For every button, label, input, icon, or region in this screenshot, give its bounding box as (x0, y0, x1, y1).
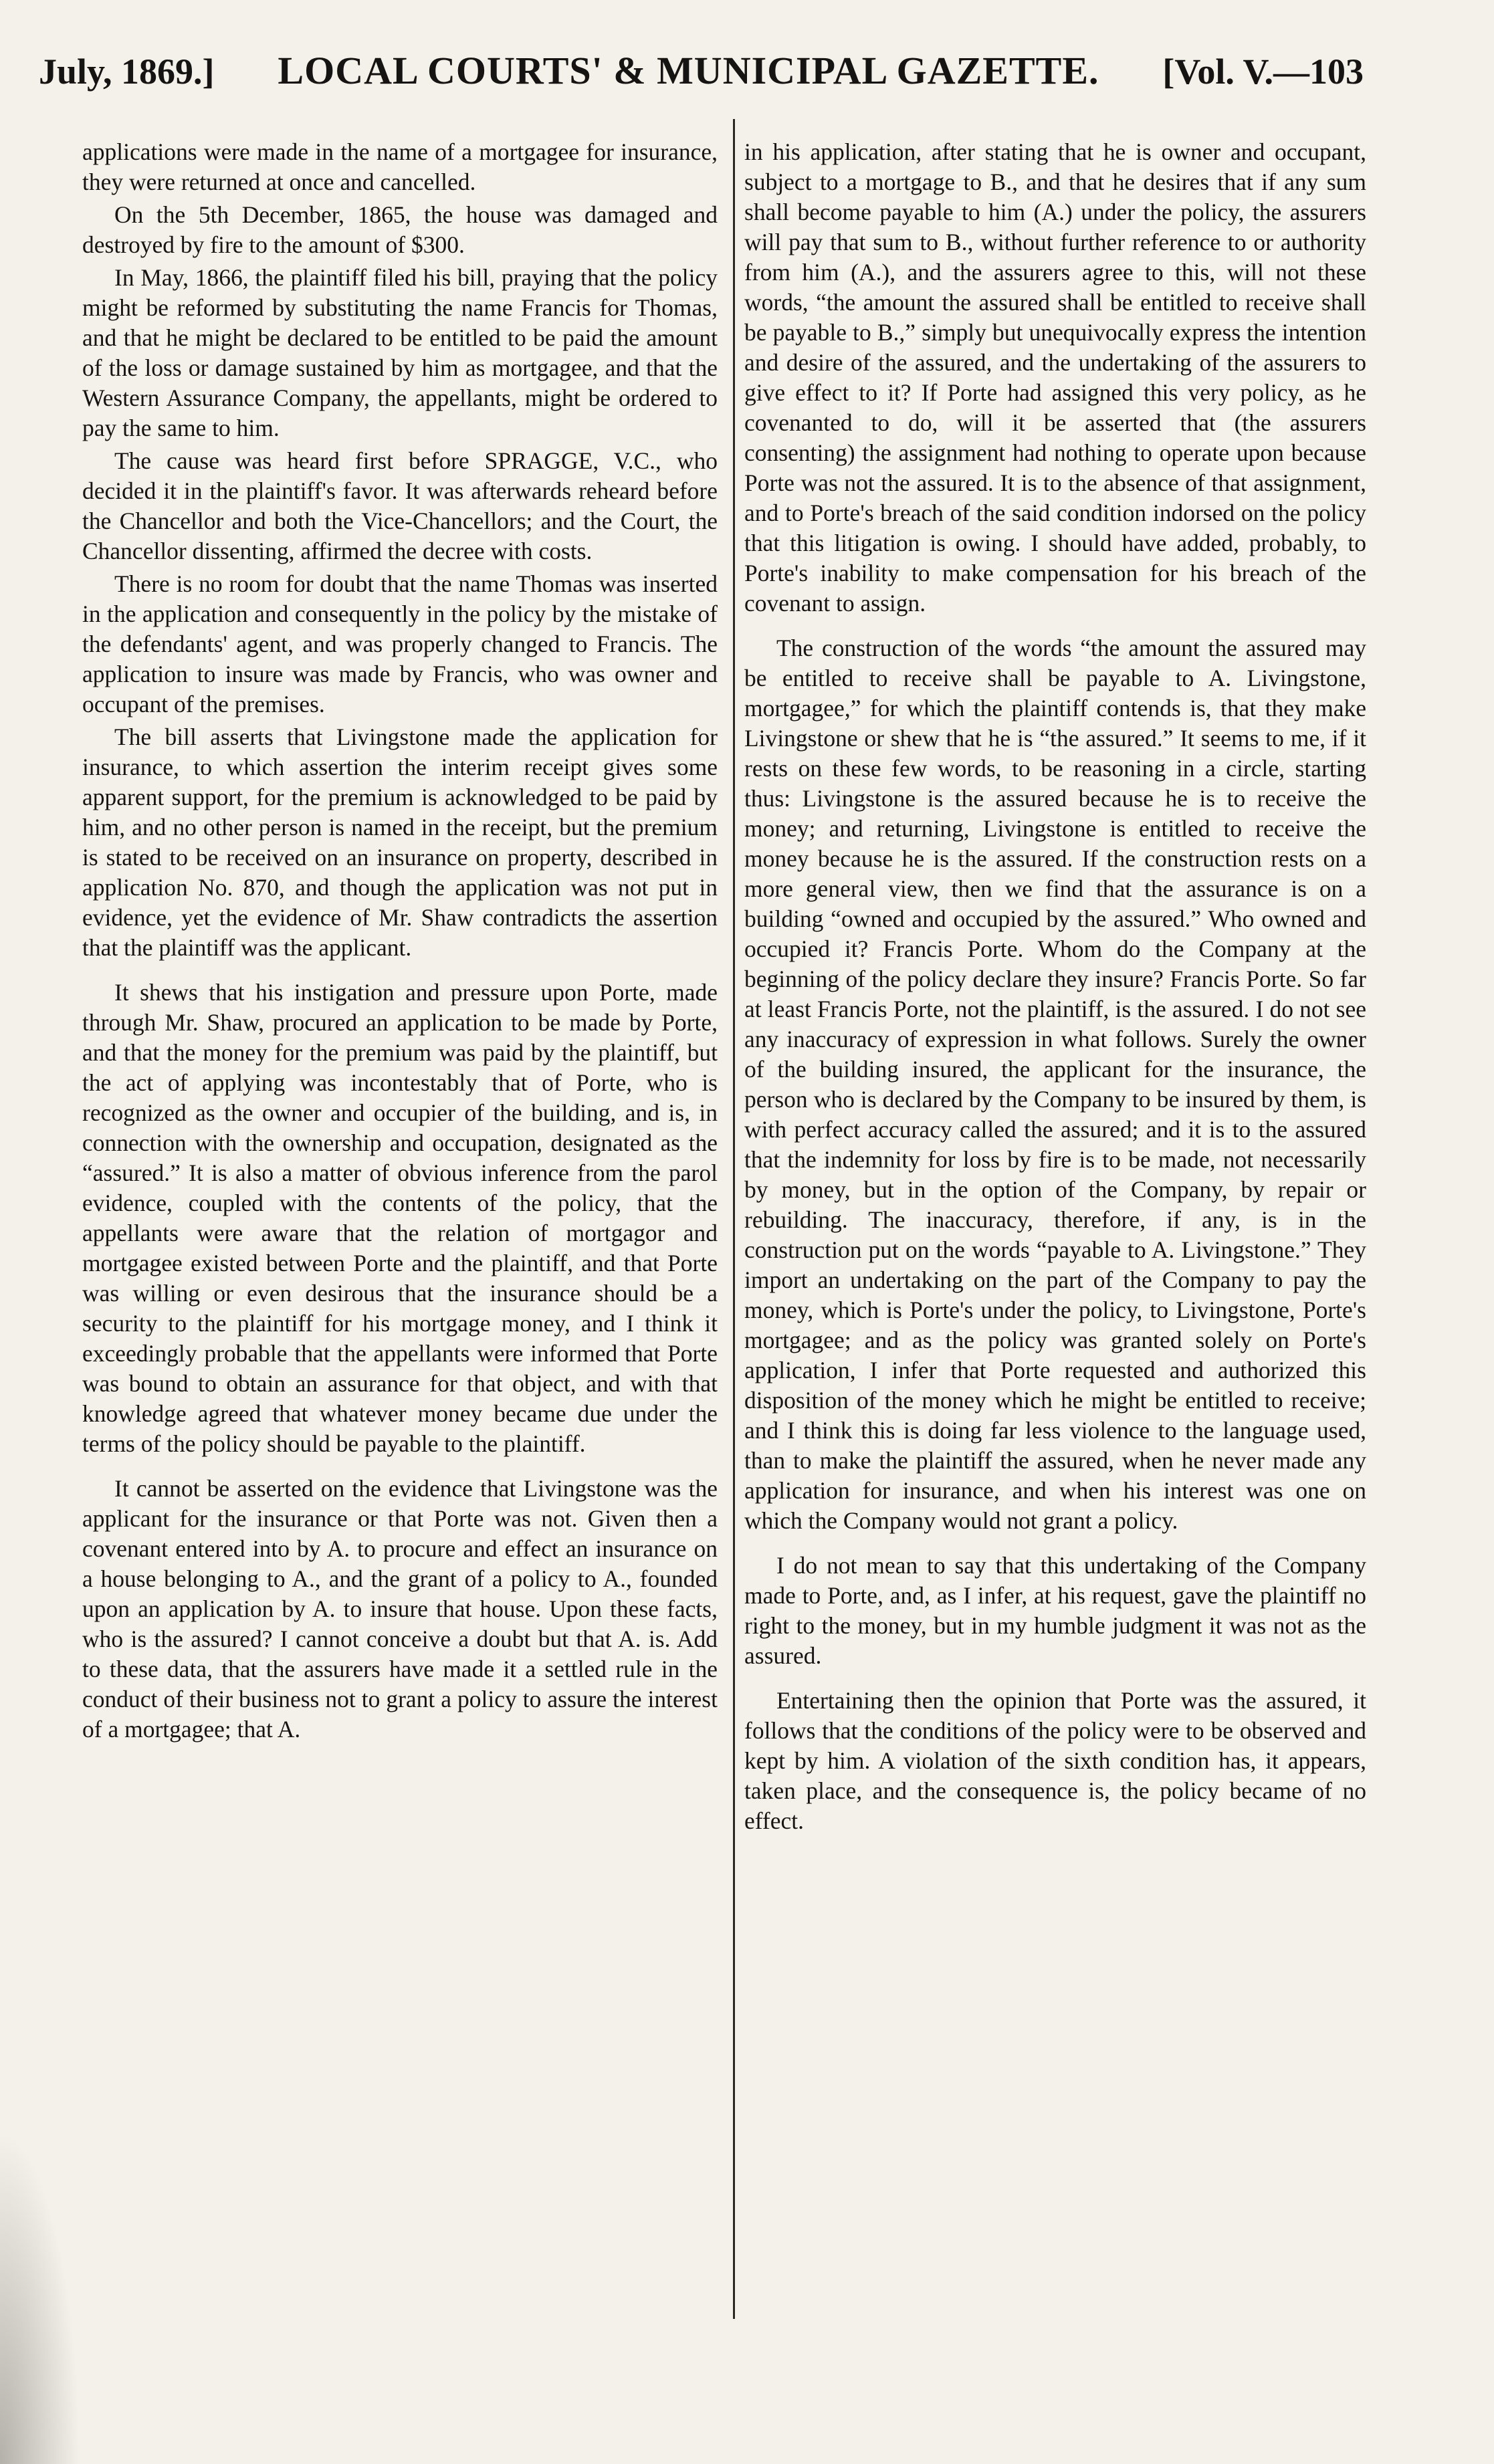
paragraph: There is no room for doubt that the name Thomas was inserted in the application and consequently in the policy by the mistake of the defendants' agent, and was properly changed to Francis. The application to insure was made by Francis, who was owner and occupant of the premises. (82, 570, 718, 717)
paragraph: It cannot be asserted on the evidence that Livingstone was the applicant for the insurance or that Porte was not. Given then a covenant entered into by A. to procure and effect an insurance on a house belonging to A., and the grant of a policy to A., founded upon an application by A. to insure that house. Upon these facts, who is the assured? I cannot conceive a doubt but that A. is. Add to these data, that the assurers have made it a settled rule in the conduct of their business not to grant a policy to assure the interest of a mortgagee; that A. (82, 1475, 718, 1743)
paragraph: On the 5th December, 1865, the house was damaged and destroyed by fire to the amount of $300. (82, 201, 718, 258)
issue-date: July, 1869.] (39, 51, 215, 92)
paragraph: The bill asserts that Livingstone made the application for insurance, to which assertion the interim receipt gives some apparent support, for the premium is acknowledged to be paid by him, and no other person is named in the receipt, but the premium is stated to be received on an insurance on property, described in application No. 870, and though the application was not put in evidence, yet the evidence of Mr. Shaw contradicts the assertion that the plaintiff was the applicant. (82, 723, 718, 961)
volume-page-number: [Vol. V.—103 (1162, 51, 1364, 92)
paragraph: The cause was heard first before SPRAGGE, V.C., who decided it in the plaintiff's favor. It was afterwards reheard before the Chancellor and both the Vice-Chancellors; and the Court, the Chancellor dissenting, affirmed the decree with costs. (82, 447, 718, 564)
column-divider (733, 119, 735, 2319)
paragraph: in his application, after stating that he is owner and occupant, subject to a mortgage to B., and that he desires that if any sum shall become payable to him (A.) under the policy, the assurers will pay that sum to B., without further reference to or authority from him (A.), and the assurers agree to this, will not these words, “the amount the assured shall be entitled to receive shall be payable to B.,” simply but unequivocally express the intention and desire of the assured, and the undertaking of the assurers to give effect to it? If Porte had assigned this very policy, as he covenanted to do, will it be asserted that (the assurers consenting) the assignment had nothing to operate upon because Porte was not the assured. It is to the absence of that assignment, and to Porte's breach of the said condition indorsed on the policy that this litigation is owing. I should have added, probably, to Porte's inability to make compensation for his breach of the covenant to assign. (744, 138, 1366, 617)
publication-title: LOCAL COURTS' & MUNICIPAL GAZETTE. (278, 49, 1099, 92)
paragraph: The construction of the words “the amount the assured may be entitled to receive shall be payable to A. Livingstone, mortgagee,” for which the plaintiff contends is, that they make Livingstone or shew that he is “the assured.” It seems to me, if it rests on these few words, to be reasoning in a circle, starting thus: Livingstone is the assured because he is to receive the money; and returning, Livingstone is entitled to receive the money because he is the assured. If the construction rests on a more general view, then we find that the assurance is on a building “owned and occupied by the assured.” Who owned and occupied it? Francis Porte. Whom do the Company at the beginning of the policy declare they insure? Francis Porte. So far at least Francis Porte, not the plaintiff, is the assured. I do not see any inaccuracy of expression in what follows. Surely the owner of the building insured, the applicant for the insurance, the person who is declared by the Company to be insured by them, is with perfect accuracy called the assured; and it is to the assured that the indemnity for loss by fire is to be made, not necessarily by money, but in the option of the Company, by repair or rebuilding. The inaccuracy, therefore, if any, is in the construction put on the words “payable to A. Livingstone.” They import an undertaking on the part of the Company to pay the money, which is Porte's under the policy, to Livingstone, Porte's mortgagee; and as the policy was granted solely on Porte's application, I infer that Porte requested and authorized this disposition of the money which he might be entitled to receive; and I think this is doing far less violence to the language used, than to make the plaintiff the assured, when he never made any application for insurance, and when his interest was one on which the Company would not grant a policy. (744, 635, 1366, 1534)
paragraph: It shews that his instigation and pressure upon Porte, made through Mr. Shaw, procured an application to be made by Porte, and that the money for the premium was paid by the plaintiff, but the act of applying was incontestably that of Porte, who is recognized as the owner and occupier of the building, and is, in connection with the ownership and occupation, designated as the “assured.” It is also a matter of obvious inference from the parol evidence, coupled with the contents of the policy, that the appellants were aware that the relation of mortgagor and mortgagee existed between Porte and the plaintiff, and that Porte was willing or even desirous that the insurance should be a security to the plaintiff for his mortgage money, and I think it exceedingly probable that the appellants were informed that Porte was bound to obtain an assurance for that object, and with that knowledge agreed that whatever money became due under the terms of the policy should be payable to the plaintiff. (82, 979, 718, 1457)
left-column (82, 137, 718, 1747)
running-head (39, 48, 1364, 102)
page-edge-wear (0, 2130, 80, 2464)
paragraph: I do not mean to say that this undertaking of the Company made to Porte, and, as I infer, at his request, gave the plaintiff no right to the money, but in my humble judgment it was not as the assured. (744, 1552, 1366, 1669)
right-column (744, 137, 1366, 1839)
paragraph: In May, 1866, the plaintiff filed his bill, praying that the policy might be reformed by substituting the name Francis for Thomas, and that he might be declared to be entitled to be paid the amount of the loss or damage sustained by him as mortgagee, and that the Western Assurance Company, the appellants, might be ordered to pay the same to him. (82, 264, 718, 441)
paragraph: Entertaining then the opinion that Porte was the assured, it follows that the conditions of the policy were to be observed and kept by him. A violation of the sixth condition has, it appears, taken place, and the consequence is, the policy became of no effect. (744, 1687, 1366, 1834)
paragraph: applications were made in the name of a mortgagee for insurance, they were returned at once and cancelled. (82, 138, 718, 195)
